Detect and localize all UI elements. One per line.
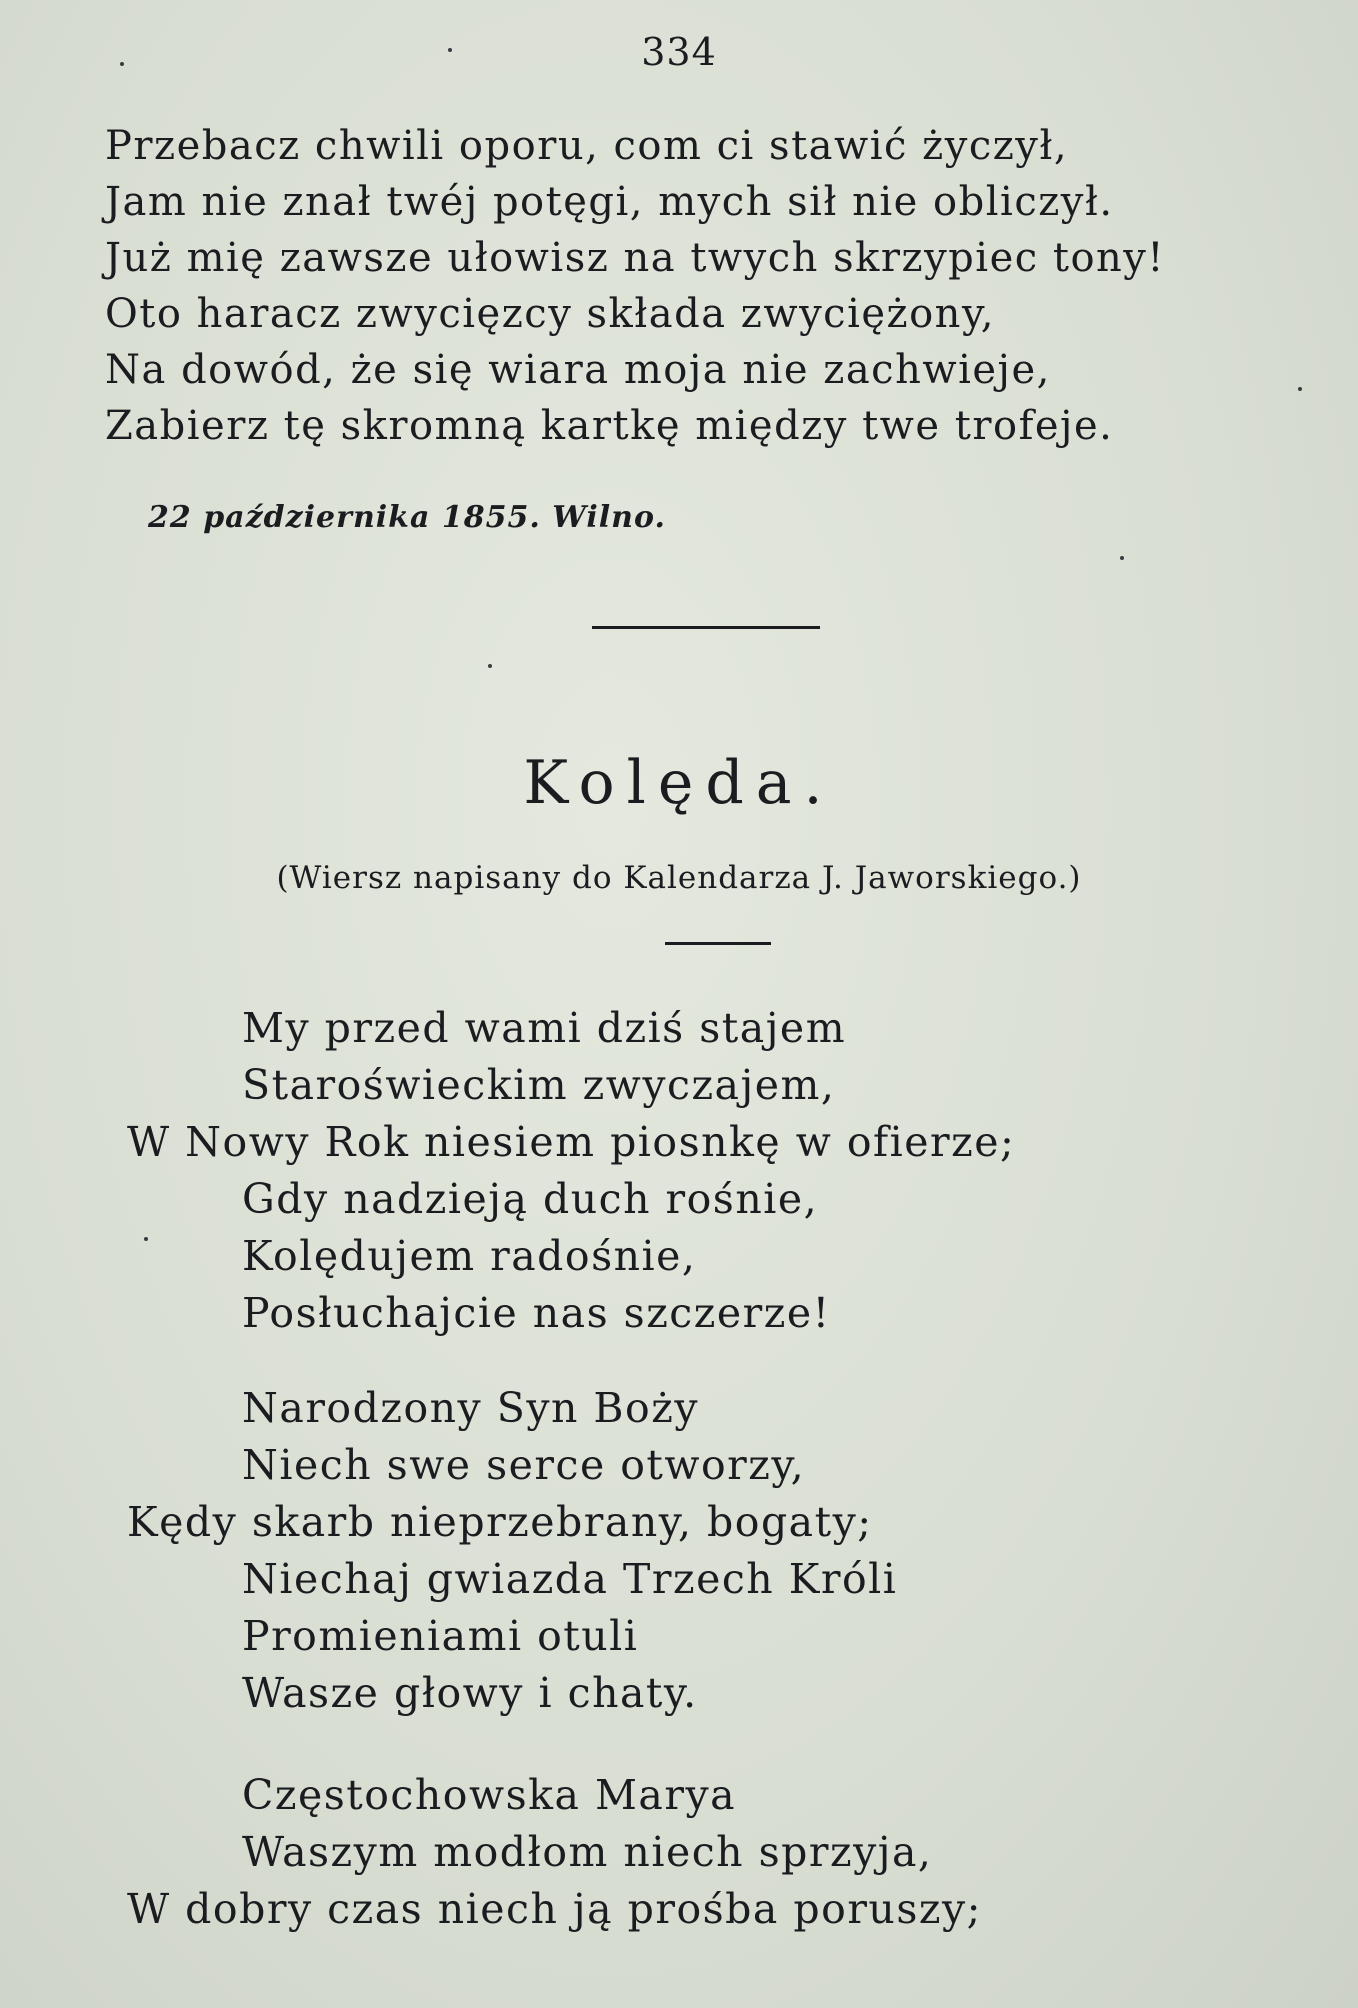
stanza bbox=[0, 1767, 1358, 1938]
verse-line: Wasze głowy i chaty. bbox=[242, 1669, 698, 1717]
verse-line: Kędy skarb nieprzebrany, bogaty; bbox=[127, 1498, 873, 1546]
verse-line: Niech swe serce otworzy, bbox=[242, 1441, 806, 1489]
paper-speck bbox=[1120, 556, 1124, 560]
verse-line: Oto haracz zwycięzcy składa zwyciężony, bbox=[105, 291, 995, 337]
verse-line: Posłuchajcie nas szczerze! bbox=[242, 1289, 831, 1337]
verse-line: Narodzony Syn Boży bbox=[242, 1384, 699, 1432]
verse-line: Promieniami otuli bbox=[242, 1612, 639, 1660]
verse-line: Niechaj gwiazda Trzech Króli bbox=[242, 1555, 898, 1603]
paper-speck bbox=[488, 664, 492, 668]
verse-line: My przed wami dziś stajem bbox=[242, 1004, 847, 1052]
stanza bbox=[0, 1000, 1358, 1342]
poem-subtitle: (Wiersz napisany do Kalendarza J. Jaworskiego.) bbox=[276, 860, 1082, 896]
verse-line: Kolędujem radośnie, bbox=[242, 1232, 697, 1280]
verse-line: Staroświeckim zwyczajem, bbox=[242, 1061, 836, 1109]
poem-dateline: 22 października 1855. Wilno. bbox=[148, 500, 666, 535]
paper-speck bbox=[1298, 387, 1302, 391]
page-number: 334 bbox=[641, 30, 717, 74]
verse-line: Gdy nadzieją duch rośnie, bbox=[242, 1175, 819, 1223]
stanza bbox=[0, 1380, 1358, 1722]
verse-line: Na dowód, że się wiara moja nie zachwieje, bbox=[105, 347, 1051, 393]
verse-line: Jam nie znał twéj potęgi, mych sił nie obliczył. bbox=[105, 179, 1114, 225]
verse-line: W dobry czas niech ją prośba poruszy; bbox=[127, 1885, 982, 1933]
verse-line: Waszym modłom niech sprzyja, bbox=[242, 1828, 933, 1876]
verse-line: Przebacz chwili oporu, com ci stawić życzył, bbox=[105, 123, 1069, 169]
paper-speck bbox=[144, 1237, 148, 1241]
verse-line: Częstochowska Marya bbox=[242, 1771, 737, 1819]
title-divider bbox=[665, 942, 771, 945]
previous-poem-ending bbox=[105, 118, 1285, 454]
verse-line: W Nowy Rok niesiem piosnkę w ofierze; bbox=[127, 1118, 1016, 1166]
paper-speck bbox=[448, 48, 452, 52]
verse-line: Zabierz tę skromną kartkę między twe trofeje. bbox=[105, 403, 1114, 449]
paper-speck bbox=[120, 62, 124, 66]
section-divider bbox=[592, 626, 820, 629]
poem-title: Kolęda. bbox=[523, 748, 835, 818]
verse-line: Już mię zawsze ułowisz na twych skrzypiec tony! bbox=[105, 235, 1165, 281]
